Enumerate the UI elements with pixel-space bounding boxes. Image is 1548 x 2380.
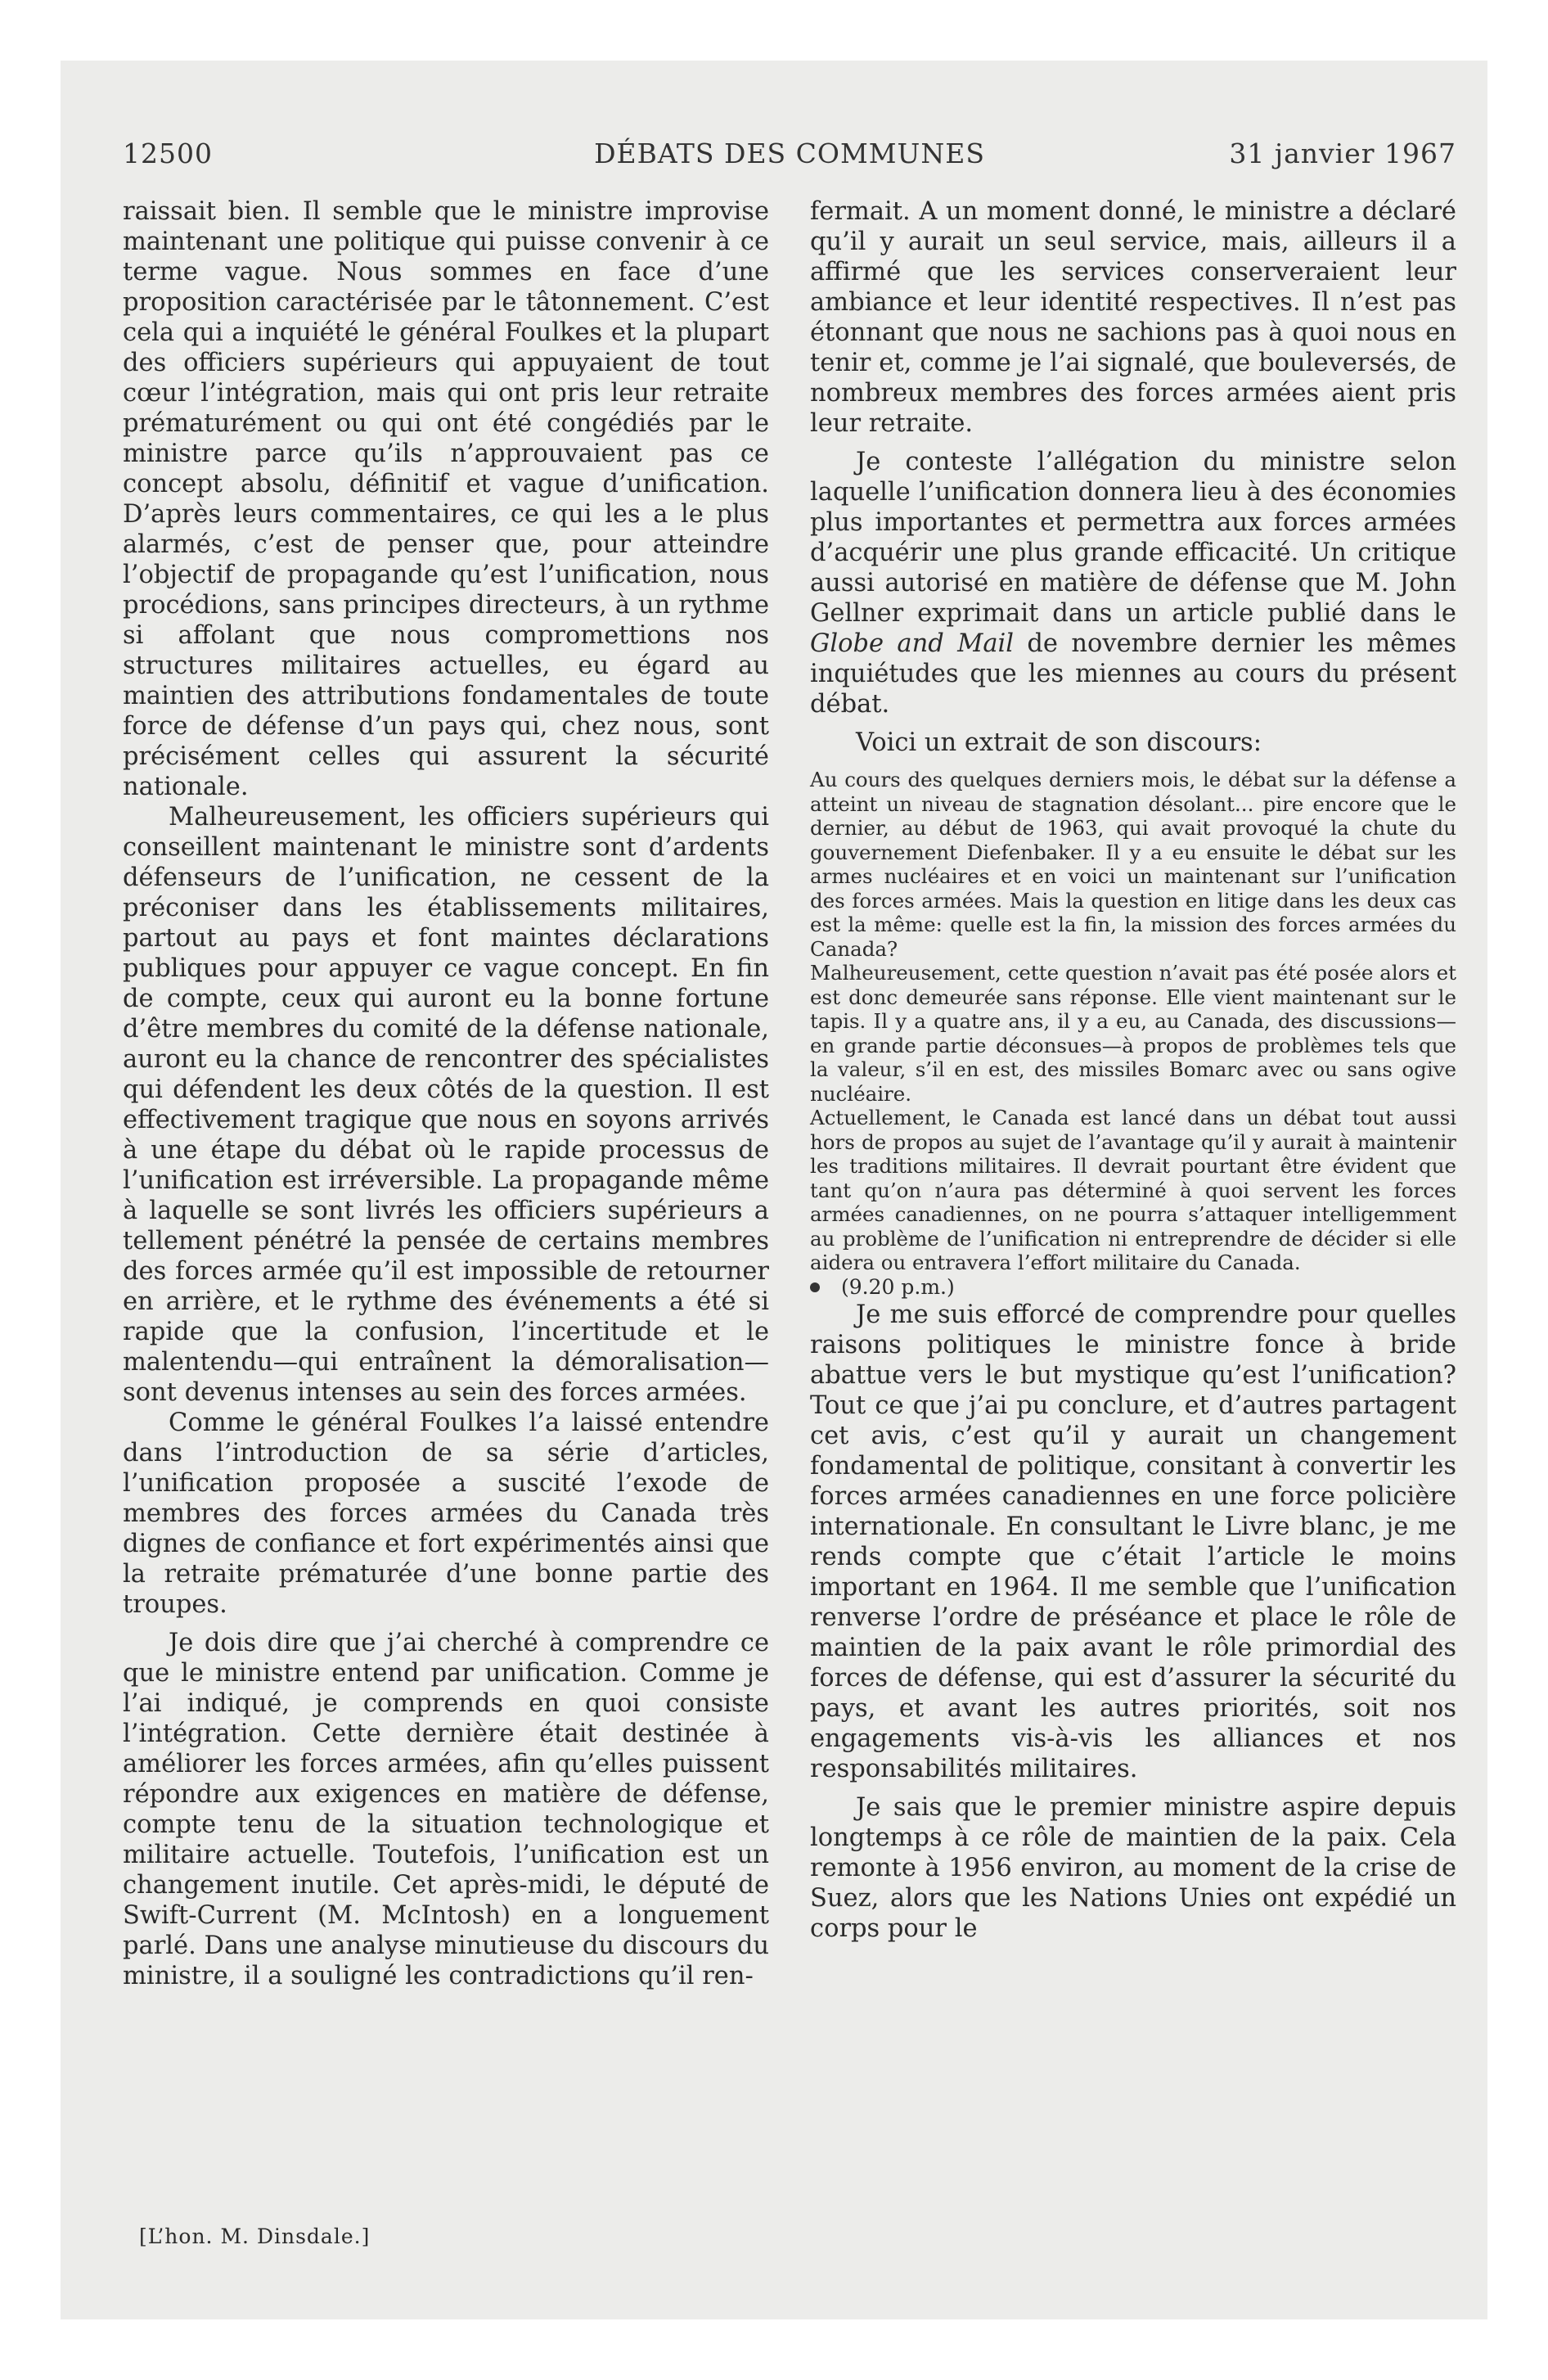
right-column — [810, 196, 1456, 1944]
page-header — [123, 137, 1456, 178]
paragraph-text: Je conteste l’allégation du ministre selon laquelle l’unification donnera lieu à des économies plus importantes et permettra aux forces armées d’acquérir une plus grande efficacité. Un critique aussi autorisé en matière de défense que M. John Gellner exprimait dans un article publié dans le — [810, 448, 1456, 628]
bullet-icon — [810, 1282, 820, 1292]
paragraph — [810, 447, 1456, 719]
paragraph: Je dois dire que j’ai cherché à comprendre ce que le ministre entend par unification. Comme je l’ai indiqué, je comprends en quoi consiste l’intégration. Cette dernière était destinée à améliorer les forces armées, afin qu’elles puissent répondre aux exigences en matière de défense, compte tenu de la situation technologique et militaire actuelle. Toutefois, l’unification est un changement inutile. Cet après-midi, le député de Swift-Current (M. McIntosh) en a longuement parlé. Dans une analyse minutieuse du discours du ministre, il a souligné les contradictions qu’il ren- — [123, 1629, 769, 1990]
page-number: 12500 — [123, 137, 213, 169]
paragraph: raissait bien. Il semble que le ministre improvise maintenant une politique qui puisse convenir à ce terme vague. Nous sommes en face d’une proposition caractérisée par le tâtonnement. C’est cela qui a inquiété le général Foulkes et la plupart des officiers supérieurs qui appuyaient de tout cœur l’intégration, mais qui ont pris leur retraite prématurément ou qui ont été congédiés par le ministre parce qu’ils n’approuvaient pas ce concept absolu, définitif et vague d’unification. D’après leurs commentaires, ce qui les a le plus alarmés, c’est de penser que, pour atteindre l’objectif de propagande qu’est l’unification, nous procédions, sans principes directeurs, à un rythme si affolant que nous compromettions nos structures militaires actuelles, eu égard au maintien des attributions fondamentales de toute force de défense d’un pays qui, chez nous, sont précisément celles qui assurent la sécurité nationale. — [123, 197, 769, 801]
paragraph: Malheureusement, les officiers supérieurs qui conseillent maintenant le ministre sont d’ardents défenseurs de l’unification, ne cessent de la préconiser dans les établissements militaires, partout au pays et font maintes déclarations publiques pour appuyer ce vague concept. En fin de compte, ceux qui auront eu la bonne fortune d’être membres du comité de la défense nationale, auront eu la chance de rencontrer des spécialistes qui défendent les deux côtés de la question. Il est effectivement tragique que nous en soyons arrivés à une étape du débat où le rapide processus de l’unification est irréversible. La propagande même à laquelle se sont livrés les officiers supérieurs a tellement pénétré la pensée de certains membres des forces armée qu’il est impossible de retourner en arrière, et le rythme des événements a été si rapide que la confusion, l’incertitude et le malentendu—qui entraînent la démoralisation—sont devenus intenses au sein des forces armées. — [123, 803, 769, 1407]
left-column — [123, 196, 769, 1991]
timestamp-text: (9.20 p.m.) — [841, 1274, 955, 1299]
timestamp — [810, 1275, 1456, 1300]
paragraph: Voici un extrait de son discours: — [856, 728, 1262, 757]
paragraph: Je me suis efforcé de comprendre pour quelles raisons politiques le ministre fonce à bride abattue vers le but mystique qu’est l’unification? Tout ce que j’ai pu conclure, et d’autres partagent cet avis, c’est qu’il y aurait un changement fondamental de politique, consitant à convertir les forces armées canadiennes en une force policière internationale. En consultant le Livre blanc, je me rends compte que c’était l’article le moins important en 1964. Il me semble que l’unification renverse l’ordre de préséance et place le rôle de maintien de la paix avant le rôle primordial des forces de défense, qui est d’assurer la sécurité du pays, et avant les autres priorités, soit nos engagements vis-à-vis les alliances et nos responsabilités militaires. — [810, 1300, 1456, 1783]
paragraph: Je sais que le premier ministre aspire depuis longtemps à ce rôle de maintien de la paix. Cela remonte à 1956 environ, au moment de la crise de Suez, alors que les Nations Unies ont expédié un corps pour le — [810, 1792, 1456, 1943]
session-date: 31 janvier 1967 — [1229, 137, 1456, 169]
publication-title: DÉBATS DES COMMUNES — [594, 137, 985, 169]
paragraph: Comme le général Foulkes l’a laissé entendre dans l’introduction de sa série d’articles, l’unification proposée a suscité l’exode de membres des forces armées du Canada très dignes de confiance et fort expérimentés ainsi que la retraite prématurée d’une bonne partie des troupes. — [123, 1409, 769, 1619]
paragraph-text: de novembre dernier les mêmes inquiétudes que les miennes au cours du présent débat. — [810, 629, 1456, 719]
block-quote: Actuellement, le Canada est lancé dans un débat tout aussi hors de propos au sujet de l’avantage qu’il y aurait à maintenir les traditions militaires. Il devrait pourtant être évident que tant qu’on n’aura pas déterminé à quoi servent les forces armées canadiennes, on ne pourra s’attaquer intelligemment au problème de l’unification ni entreprendre de décider si elle aidera ou entravera l’effort militaire du Canada. — [810, 1106, 1456, 1274]
speaker-attribution: [L’hon. M. Dinsdale.] — [139, 2224, 371, 2248]
block-quote: Au cours des quelques derniers mois, le débat sur la défense a atteint un niveau de stagnation désolant... pire encore que le dernier, au début de 1963, qui avait provoqué la chute du gouvernement Diefenbaker. Il y a eu ensuite le débat sur les armes nucléaires et en voici un maintenant sur l’unification des forces armées. Mais la question en litige dans les deux cas est la même: quelle est la fin, la mission des forces armées du Canada? — [810, 768, 1456, 961]
newspaper-title: Globe and Mail — [810, 629, 1015, 658]
block-quote: Malheureusement, cette question n’avait pas été posée alors et est donc demeurée sans réponse. Elle vient maintenant sur le tapis. Il y a quatre ans, il y a eu, au Canada, des discussions—en grande partie déconsues—à propos de problèmes tels que la valeur, s’il en est, des missiles Bomarc avec ou sans ogive nucléaire. — [810, 961, 1456, 1106]
paragraph: fermait. A un moment donné, le ministre a déclaré qu’il y aurait un seul service, mais, ailleurs il a affirmé que les services conserveraient leur ambiance et leur identité respectives. Il n’est pas étonnant que nous ne sachions pas à quoi nous en tenir et, comme je l’ai signalé, que bouleversés, de nombreux membres des forces armées aient pris leur retraite. — [810, 197, 1456, 438]
